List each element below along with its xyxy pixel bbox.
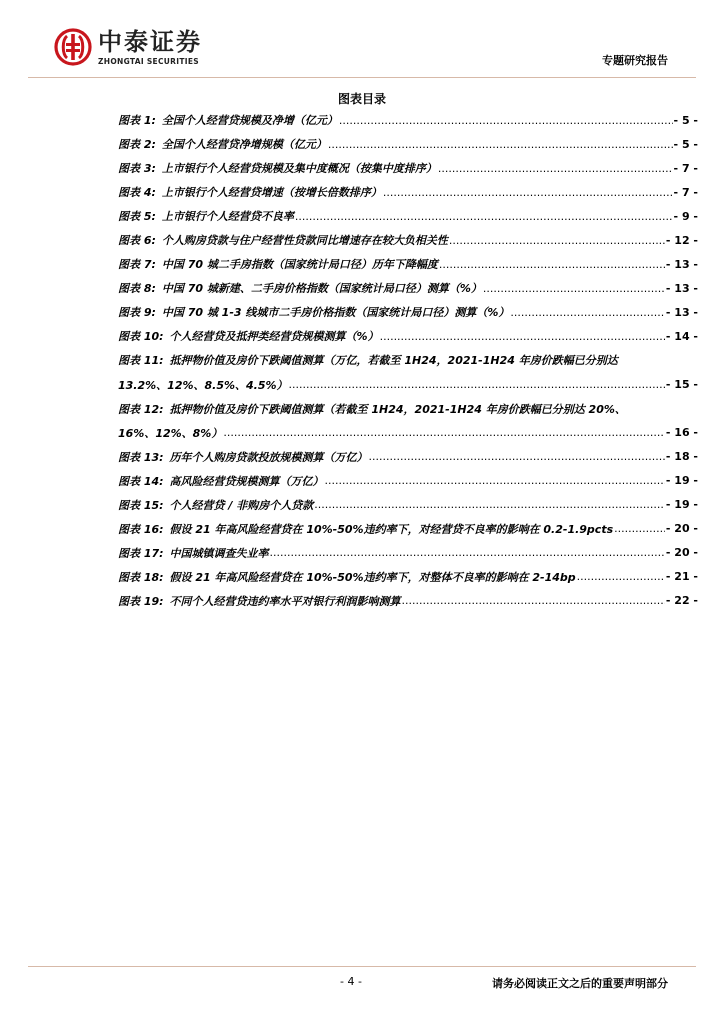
- toc-entry-label: 图表 10:: [118, 330, 164, 344]
- toc-entry[interactable]: [118, 469, 698, 493]
- toc-entry-text: 高风险经营贷规模测算（万亿）: [169, 474, 324, 488]
- toc-entry-text: 个人购房贷款与住户经营性贷款同比增速存在较大负相关性: [161, 234, 448, 248]
- report-type: 专题研究报告: [602, 54, 668, 67]
- toc-entry-text: 假设 21 年高风险经营贷在 10%-50%违约率下，对整体不良率的影响在 2-14bp: [169, 570, 576, 584]
- toc-entry[interactable]: [118, 204, 698, 228]
- toc-entry-page: - 22 -: [665, 594, 698, 608]
- toc-list: [118, 108, 698, 613]
- toc-leader-dots: [402, 594, 665, 607]
- toc-leader-dots: [223, 426, 665, 439]
- toc-entry-label: 图表 6:: [118, 234, 156, 248]
- toc-entry-label: 图表 1:: [118, 114, 156, 128]
- toc-entry-text: 中国 70 城 1-3 线城市二手房价格指数（国家统计局口径）测算（%）: [161, 306, 510, 320]
- toc-entry-label: 图表 11:: [118, 354, 164, 368]
- toc-entry-text: 中国 70 城二手房指数（国家统计局口径）历年下降幅度: [161, 258, 438, 272]
- toc-entry-text: 上市银行个人经营贷不良率: [161, 210, 294, 224]
- toc-entry-label: 图表 7:: [118, 258, 156, 272]
- toc-entry-page: - 13 -: [665, 281, 698, 295]
- toc-entry-text: 个人经营贷 / 非购房个人贷款: [169, 498, 314, 512]
- toc-leader-dots: [483, 282, 665, 295]
- toc-entry-text: 不同个人经营贷违约率水平对银行利润影响测算: [169, 594, 401, 608]
- page-header: [0, 0, 724, 80]
- toc-entry-text: 抵押物价值及房价下跌阈值测算（万亿，若截至 1H24，2021-1H24 年房价跌幅已分别达: [169, 354, 618, 368]
- toc-entry[interactable]: [118, 276, 698, 300]
- toc-leader-dots: [325, 474, 665, 487]
- toc-entry[interactable]: [118, 589, 698, 613]
- toc-leader-dots: [383, 186, 673, 199]
- toc-entry[interactable]: [118, 324, 698, 348]
- zhongtai-logo: [54, 28, 224, 70]
- toc-entry-label: 图表 13:: [118, 450, 164, 464]
- toc-entry-line[interactable]: [118, 348, 698, 372]
- footer-disclaimer: 请务必阅读正文之后的重要声明部分: [492, 977, 668, 990]
- toc-leader-dots: [339, 114, 673, 127]
- logo-english-name: ZHONGTAI SECURITIES: [98, 57, 199, 66]
- toc-entry-text: 假设 21 年高风险经营贷在 10%-50%违约率下，对经营贷不良率的影响在 0.2-1.9pcts: [169, 522, 614, 536]
- toc-entry-label: 图表 8:: [118, 282, 156, 296]
- toc-entry[interactable]: [118, 445, 698, 469]
- toc-entry-text: 抵押物价值及房价下跌阈值测算（若截至 1H24，2021-1H24 年房价跌幅已分别达 20%、: [169, 402, 626, 416]
- toc-entry[interactable]: [118, 300, 698, 324]
- toc-entry-page: - 19 -: [665, 474, 698, 488]
- toc-entry-text: 个人经营贷及抵押类经营贷规模测算（%）: [169, 330, 379, 344]
- toc-leader-dots: [289, 378, 665, 391]
- toc-leader-dots: [439, 258, 665, 271]
- toc-entry[interactable]: [118, 156, 698, 180]
- toc-entry-page: - 12 -: [665, 233, 698, 247]
- toc-leader-dots: [270, 546, 665, 559]
- toc-entry-text: 全国个人经营贷净增规模（亿元）: [161, 138, 327, 152]
- toc-leader-dots: [577, 570, 665, 583]
- toc-entry[interactable]: [118, 180, 698, 204]
- toc-entry[interactable]: [118, 541, 698, 565]
- toc-entry[interactable]: [118, 132, 698, 156]
- toc-entry-page: - 13 -: [665, 257, 698, 271]
- toc-entry-label: 图表 18:: [118, 570, 164, 584]
- toc-leader-dots: [314, 498, 665, 511]
- toc-entry-label: 图表 5:: [118, 210, 156, 224]
- toc-entry-label: 图表 16:: [118, 522, 164, 536]
- toc-entry-page: - 21 -: [665, 570, 698, 584]
- toc-entry-text-continued: 16%、12%、8%）: [118, 426, 223, 440]
- toc-entry-label: 图表 4:: [118, 186, 156, 200]
- toc-entry-label: 图表 9:: [118, 306, 156, 320]
- toc-entry-page: - 7 -: [673, 161, 698, 175]
- toc-entry-continuation[interactable]: [118, 373, 698, 397]
- toc-entry-text: 上市银行个人经营贷增速（按增长倍数排序）: [161, 186, 382, 200]
- toc-entry-text: 中国 70 城新建、二手房价格指数（国家统计局口径）测算（%）: [161, 282, 482, 296]
- toc-entry-label: 图表 2:: [118, 138, 156, 152]
- toc-entry-text: 中国城镇调查失业率: [169, 546, 269, 560]
- toc-entry-label: 图表 19:: [118, 594, 164, 608]
- toc-entry-text-continued: 13.2%、12%、8.5%、4.5%）: [118, 378, 288, 392]
- toc-entry-label: 图表 14:: [118, 474, 164, 488]
- logo-chinese-name: 中泰证券: [98, 28, 202, 56]
- toc-leader-dots: [380, 330, 665, 343]
- toc-leader-dots: [449, 234, 665, 247]
- page-number: - 4 -: [340, 975, 362, 988]
- toc-entry-label: 图表 12:: [118, 402, 164, 416]
- toc-entry-label: 图表 15:: [118, 498, 164, 512]
- zhongtai-logo-mark-icon: [54, 28, 92, 66]
- toc-entry-page: - 9 -: [673, 209, 698, 223]
- toc-entry[interactable]: [118, 228, 698, 252]
- toc-leader-dots: [438, 162, 673, 175]
- toc-entry-line[interactable]: [118, 397, 698, 421]
- toc-title: 图表目录: [337, 92, 386, 106]
- toc-entry-text: 历年个人购房贷款投放规模测算（万亿）: [169, 450, 368, 464]
- toc-entry-text: 全国个人经营贷规模及净增（亿元）: [161, 114, 338, 128]
- toc-leader-dots: [369, 450, 665, 463]
- toc-entry-page: - 20 -: [665, 546, 698, 560]
- toc-entry-text: 上市银行个人经营贷规模及集中度概况（按集中度排序）: [161, 162, 437, 176]
- toc-entry-page: - 5 -: [673, 113, 698, 127]
- toc-leader-dots: [328, 138, 673, 151]
- toc-entry-page: - 16 -: [665, 426, 698, 440]
- toc-entry[interactable]: [118, 108, 698, 132]
- toc-entry-page: - 15 -: [665, 378, 698, 392]
- toc-entry-page: - 5 -: [673, 137, 698, 151]
- toc-entry-continuation[interactable]: [118, 421, 698, 445]
- toc-leader-dots: [614, 522, 665, 535]
- toc-entry-page: - 13 -: [665, 305, 698, 319]
- toc-entry-label: 图表 17:: [118, 546, 164, 560]
- toc-entry-page: - 7 -: [673, 185, 698, 199]
- toc-entry-page: - 14 -: [665, 329, 698, 343]
- toc-entry-label: 图表 3:: [118, 162, 156, 176]
- toc-entry-page: - 18 -: [665, 450, 698, 464]
- toc-entry[interactable]: [118, 252, 698, 276]
- toc-entry[interactable]: [118, 493, 698, 517]
- toc-entry[interactable]: [118, 517, 698, 541]
- toc-entry[interactable]: [118, 565, 698, 589]
- toc-leader-dots: [510, 306, 664, 319]
- toc-entry-page: - 20 -: [665, 522, 698, 536]
- footer-divider: [28, 966, 696, 967]
- toc-entry-page: - 19 -: [665, 498, 698, 512]
- header-divider: [28, 77, 696, 78]
- toc-leader-dots: [295, 210, 673, 223]
